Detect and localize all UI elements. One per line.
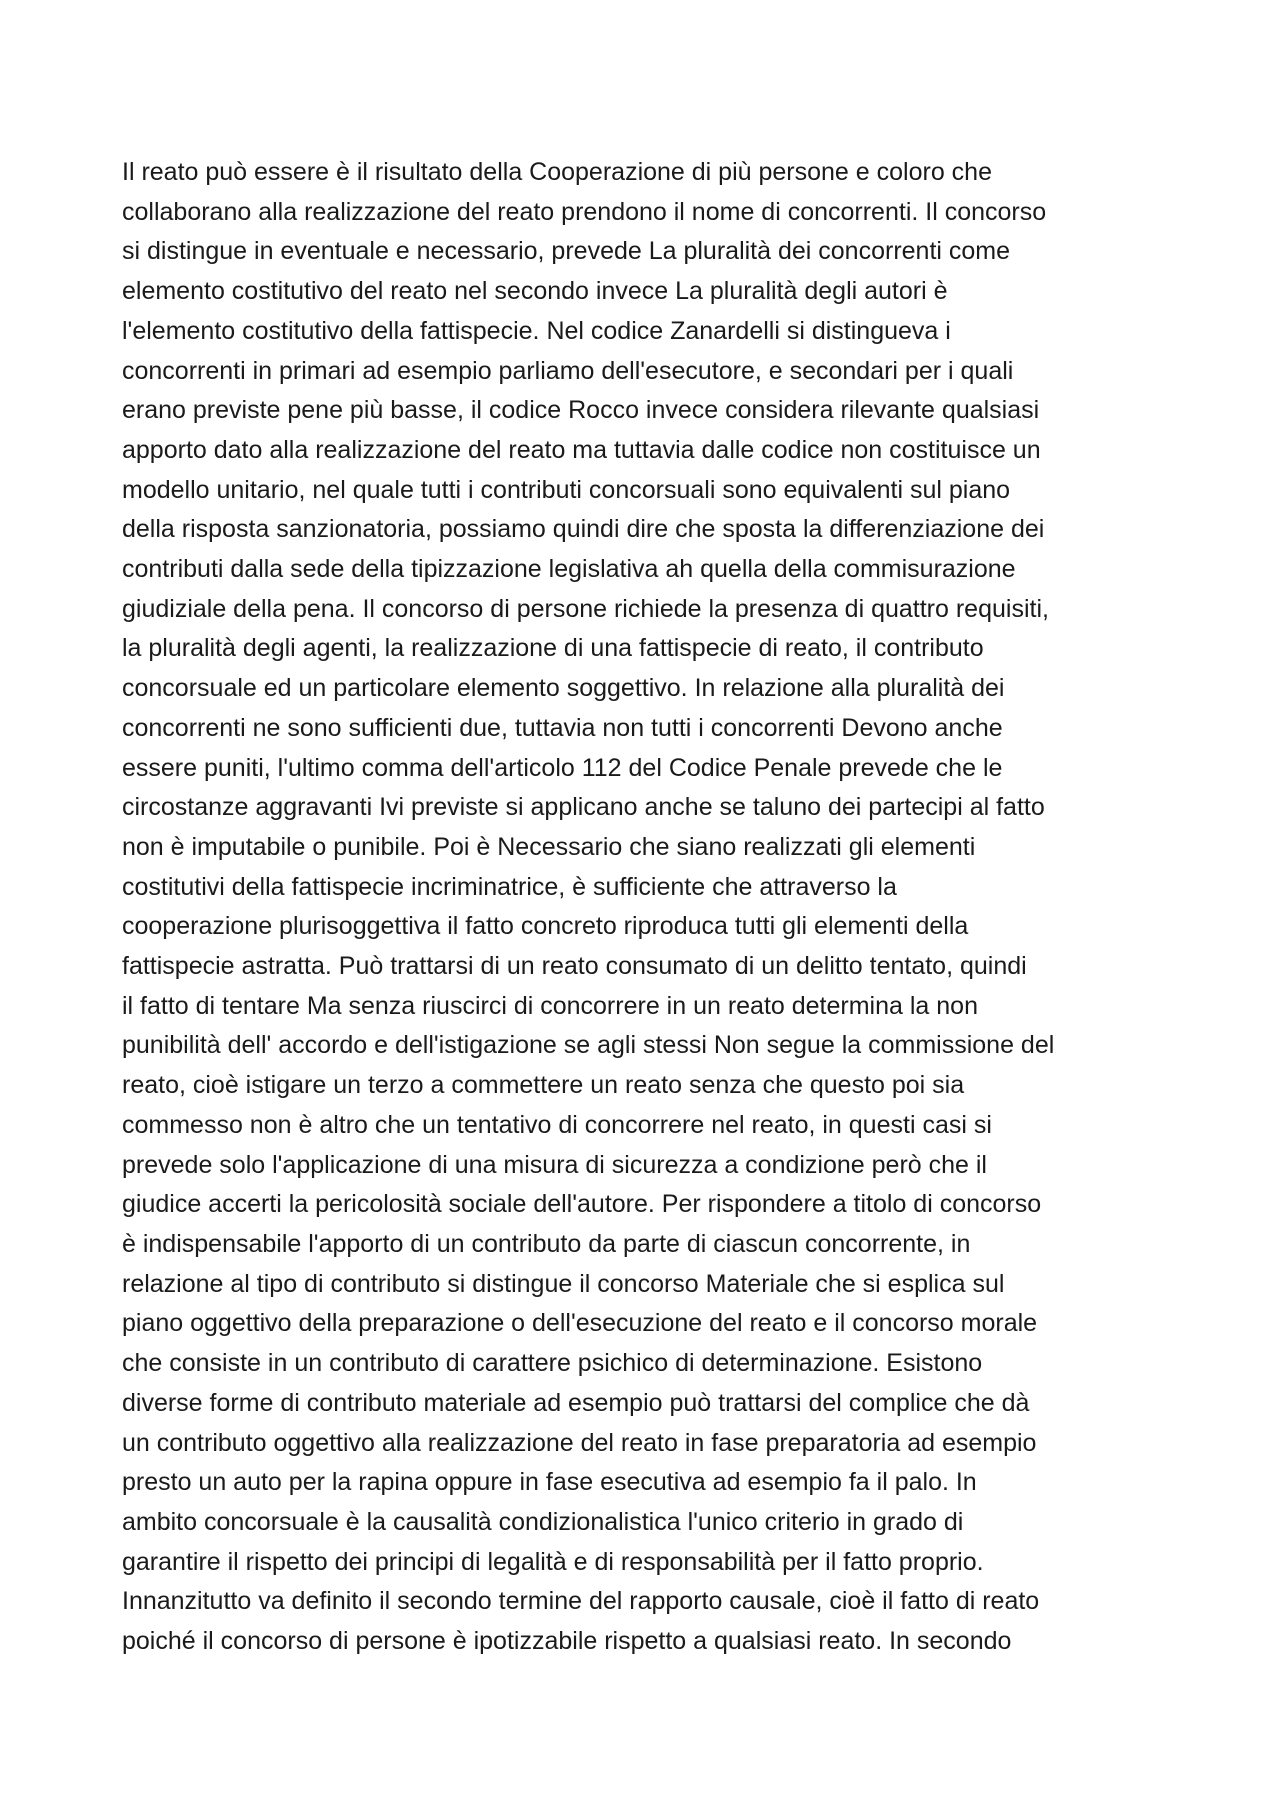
text-line: reato, cioè istigare un terzo a commettere un reato senza che questo poi sia [122, 1071, 965, 1100]
text-line: essere puniti, l'ultimo comma dell'articolo 112 del Codice Penale prevede che le [122, 753, 1003, 782]
text-line: fattispecie astratta. Può trattarsi di un reato consumato di un delitto tentato, quindi [122, 952, 1027, 981]
text-line: concorsuale ed un particolare elemento soggettivo. In relazione alla pluralità dei [122, 674, 1005, 703]
text-line: poiché il concorso di persone è ipotizzabile rispetto a qualsiasi reato. In secondo [122, 1627, 1012, 1656]
text-line: della risposta sanzionatoria, possiamo quindi dire che sposta la differenziazione dei [122, 515, 1045, 544]
text-line: è indispensabile l'apporto di un contributo da parte di ciascun concorrente, in [122, 1229, 971, 1258]
text-line: concorrenti ne sono sufficienti due, tuttavia non tutti i concorrenti Devono anche [122, 713, 1003, 742]
text-line: l'elemento costitutivo della fattispecie. Nel codice Zanardelli si distingueva i [122, 316, 951, 345]
text-line: punibilità dell' accordo e dell'istigazione se agli stessi Non segue la commissione del [122, 1031, 1055, 1060]
text-line: erano previste pene più basse, il codice Rocco invece considera rilevante qualsiasi [122, 396, 1040, 425]
text-line: prevede solo l'applicazione di una misura di sicurezza a condizione però che il [122, 1150, 987, 1179]
text-line: ambito concorsuale è la causalità condizionalistica l'unico criterio in grado di [122, 1507, 964, 1536]
text-line: contributi dalla sede della tipizzazione legislativa ah quella della commisurazione [122, 555, 1016, 584]
body-text [122, 153, 1182, 1662]
text-line: Il reato può essere è il risultato della Cooperazione di più persone e coloro che [122, 158, 992, 186]
text-line: apporto dato alla realizzazione del reato ma tuttavia dalle codice non costituisce un [122, 435, 1041, 464]
text-line: presto un auto per la rapina oppure in fase esecutiva ad esempio fa il palo. In [122, 1468, 977, 1497]
text-line: piano oggettivo della preparazione o dell'esecuzione del reato e il concorso morale [122, 1309, 1038, 1338]
text-line: il fatto di tentare Ma senza riuscirci di concorrere in un reato determina la non [122, 991, 978, 1020]
text-line: che consiste in un contributo di carattere psichico di determinazione. Esistono [122, 1349, 983, 1378]
text-line: collaborano alla realizzazione del reato prendono il nome di concorrenti. Il concorso [122, 197, 1047, 226]
text-line: garantire il rispetto dei principi di legalità e di responsabilità per il fatto proprio. [122, 1547, 984, 1576]
text-line: modello unitario, nel quale tutti i contributi concorsuali sono equivalenti sul piano [122, 475, 1011, 504]
text-line: diverse forme di contributo materiale ad esempio può trattarsi del complice che dà [122, 1388, 1030, 1417]
text-line: si distingue in eventuale e necessario, prevede La pluralità dei concorrenti come [122, 237, 1011, 266]
text-line: elemento costitutivo del reato nel secondo invece La pluralità degli autori è [122, 277, 948, 306]
text-line: non è imputabile o punibile. Poi è Necessario che siano realizzati gli elementi [122, 832, 976, 861]
text-line: cooperazione plurisoggettiva il fatto concreto riproduca tutti gli elementi della [122, 912, 969, 941]
text-line: concorrenti in primari ad esempio parliamo dell'esecutore, e secondari per i quali [122, 356, 1014, 385]
text-line: circostanze aggravanti Ivi previste si applicano anche se taluno dei partecipi al fatto [122, 793, 1045, 822]
text-line: commesso non è altro che un tentativo di concorrere nel reato, in questi casi si [122, 1110, 992, 1139]
text-line: relazione al tipo di contributo si distingue il concorso Materiale che si esplica sul [122, 1269, 1005, 1298]
text-line: Innanzitutto va definito il secondo termine del rapporto causale, cioè il fatto di reato [122, 1587, 1040, 1616]
text-line: giudice accerti la pericolosità sociale dell'autore. Per rispondere a titolo di concorso [122, 1190, 1042, 1219]
text-line: giudiziale della pena. Il concorso di persone richiede la presenza di quattro requisiti, [122, 594, 1049, 623]
text-line: la pluralità degli agenti, la realizzazione di una fattispecie di reato, il contributo [122, 634, 984, 663]
text-line: un contributo oggettivo alla realizzazione del reato in fase preparatoria ad esempio [122, 1428, 1037, 1457]
text-line: costitutivi della fattispecie incriminatrice, è sufficiente che attraverso la [122, 872, 897, 901]
